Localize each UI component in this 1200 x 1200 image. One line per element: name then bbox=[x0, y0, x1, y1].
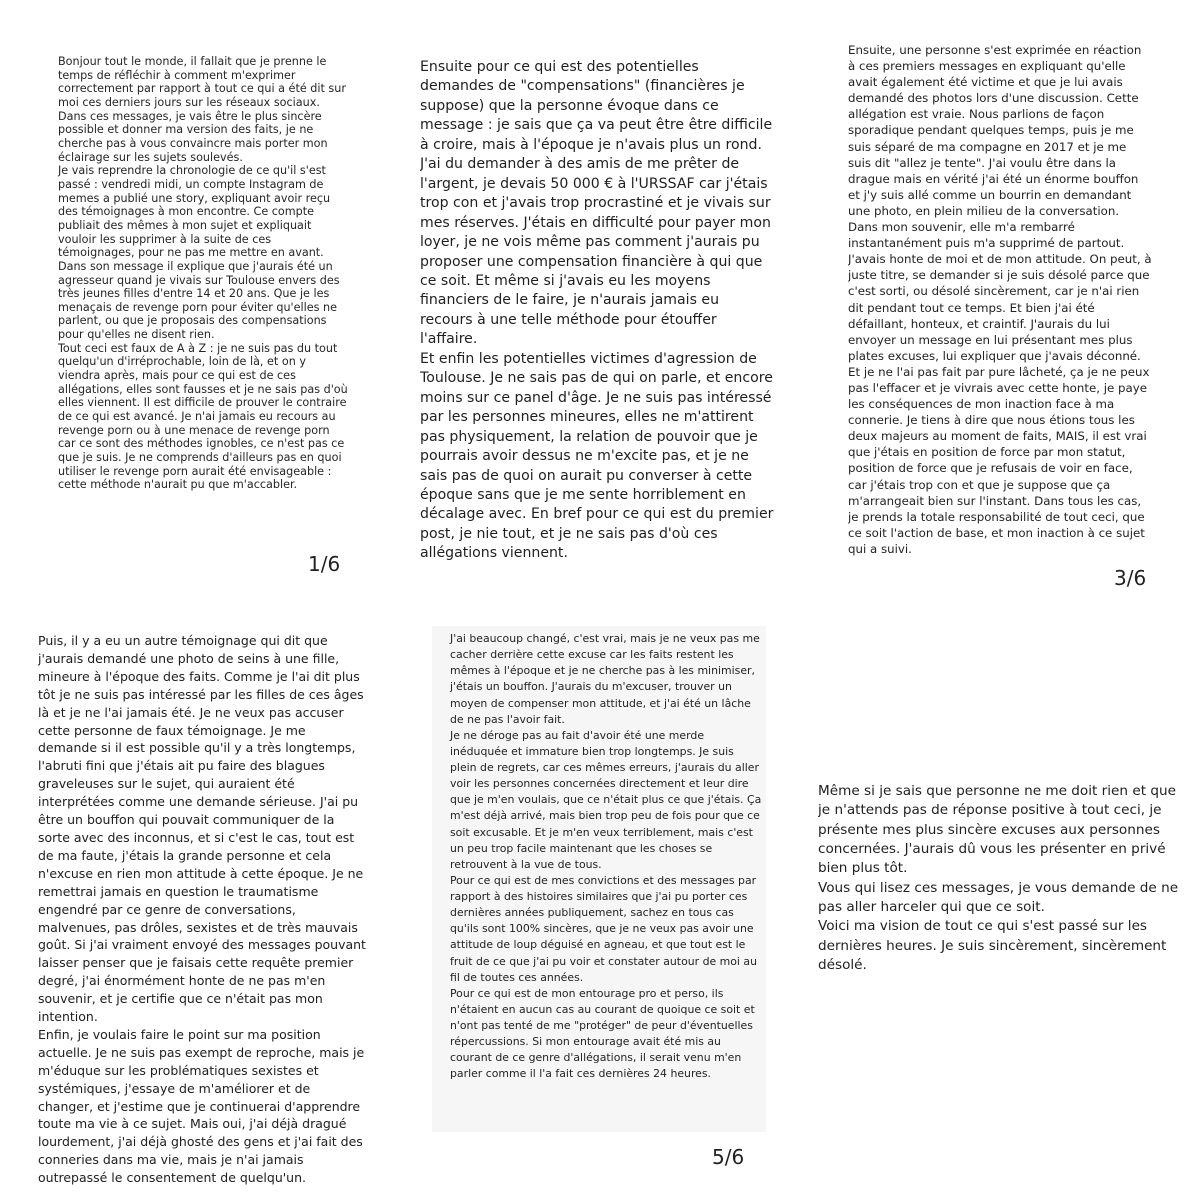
note-panel-6 bbox=[800, 600, 1200, 1200]
note-5-paragraph-2: Je ne déroge pas au fait d'avoir été une merde inéduquée et immature bien trop longtemps. Je suis plein de regrets, car ces mêmes erreurs, j'aurais du aller voir les personnes concernées directement et leur dire que je m'en voulais, que ce n'était plus ce que j'étais. Ça m'est déjà arrivé, mais bien trop peu de fois pour que ce soit excusable. Et je m'en veux terriblement, mais c'est un peu trop facile maintenant que les choses se retrouvent à la vue de tous. bbox=[450, 728, 762, 871]
note-panel-2 bbox=[400, 0, 800, 600]
note-2-paragraph-1: Ensuite pour ce qui est des potentielles demandes de "compensations" (financières je suppose) que la personne évoque dans ce message : je sais que ça va peut être être difficile à croire, mais à l'époque je n'avais plus un rond. J'ai du demander à des amis de me prêter de l'argent, je devais 50 000 € à l'URSSAF car j'étais trop con et j'avais trop procrastiné et je vivais sur mes réserves. J'étais en difficulté pour payer mon loyer, je ne vois même pas comment j'aurais pu proposer une compensation financière à qui que ce soit. Et même si j'avais eu les moyens financiers de le faire, je n'aurais jamais eu recours à une telle méthode pour étouffer l'affaire. bbox=[420, 59, 773, 348]
note-panel-1 bbox=[0, 0, 400, 600]
note-5-paragraph-3: Pour ce qui est de mes convictions et des messages par rapport à des histoires similaires que j'ai pu porter ces dernières années publiquement, sachez en tous cas qu'ils sont 100% sincères, que je ne veux pas avoir une attitude de loup déguisé en agneau, et que tout est le fruit de ce que j'ai pu voir et constater autour de moi au fil de toutes ces années. bbox=[450, 873, 757, 984]
note-1-paragraph-2: Je vais reprendre la chronologie de ce qu'il s'est passé : vendredi midi, un compte Instagram de memes a publié une story, expliquant avoir reçu des témoignages à mon encontre. Ce compte publiait des mêmes à mon sujet et expliquait vouloir les supprimer à la suite de ces témoignages, pour ne pas me mettre en avant. bbox=[58, 164, 331, 260]
page-number-3: 3/6 bbox=[1114, 566, 1147, 590]
note-4-paragraph-1: Puis, il y a eu un autre témoignage qui dit que j'aurais demandé une photo de seins à une fille, mineure à l'époque des faits. Comme je l'ai dit plus tôt je ne suis pas intéressé par les filles de ces âges là et je ne l'ai jamais été. Je ne veux pas accuser cette personne de faux témoignage. Je me demande si il est possible qu'il y a très longtemps, l'abruti fini que j'étais ait pu faire des blagues graveleuses sur le sujet, qui auraient été interprétées comme une demande sérieuse. J'ai pu être un bouffon qui pouvait communiquer de la sorte avec des inconnus, et si c'est le cas, tout est de ma faute, j'étais la grande personne et cela n'excuse en rien mon attitude à cette époque. Je ne remettrai jamais en question le traumatisme engendré par ce genre de conversations, malvenues, pas drôles, sexistes et de très mauvais goût. Si j'ai vraiment envoyé des messages pouvant laisser penser que je faisais cette requête premier degré, j'ai énormément honte de ne pas m'en souvenir, et je certifie que ce n'était pas mon intention. bbox=[38, 633, 366, 1025]
note-text-2 bbox=[420, 58, 776, 564]
note-1-paragraph-3: Dans son message il explique que j'aurais été un agresseur quand je vivais sur Toulouse envers des très jeunes filles d'entre 14 et 20 ans. Que je les menaçais de revenge porn pour éviter qu'elles ne parlent, ou que je proposais des compensations pour qu'elles ne disent rien. bbox=[58, 259, 340, 342]
page-number-5: 5/6 bbox=[712, 1145, 745, 1169]
note-text-6 bbox=[818, 782, 1180, 975]
note-5-paragraph-4: Pour ce qui est de mon entourage pro et perso, ils n'étaient en aucun cas au courant de quoique ce soit et n'ont pas tenté de me "protéger" de peur d'éventuelles répercussions. Si mon entourage avait été mis au courant de ce genre d'allégations, il serait venu m'en parler comme il l'a fait ces dernières 24 heures. bbox=[450, 986, 755, 1081]
note-text-3 bbox=[848, 42, 1152, 557]
page-number-1: 1/6 bbox=[308, 552, 341, 576]
note-6-paragraph-2: Vous qui lisez ces messages, je vous demande de ne pas aller harceler qui que ce soit. bbox=[818, 879, 1179, 916]
note-text-1 bbox=[58, 55, 348, 492]
note-3-paragraph-1: Ensuite, une personne s'est exprimée en réaction à ces premiers messages en expliquant qu'elle avait également été victime et que je lui avais demandé des photos lors d'une discussion. Cette allégation est vraie. Nous parlions de façon sporadique pendant quelques temps, puis je me suis séparé de ma compagne en 2017 et je me suis dit "allez je tente". J'ai voulu être dans la drague mais en vérité j'ai été un énorme bouffon et j'y suis allé comme un bourrin en demandant une photo, en plein milieu de la conversation. bbox=[848, 43, 1142, 218]
note-5-paragraph-1: J'ai beaucoup changé, c'est vrai, mais je ne veux pas me cacher derrière cette excuse car les faits restent les mêmes à l'époque et je ne cherche pas à les minimiser, j'étais un bouffon. J'aurais du m'excuser, trouver un moyen de compenser mon attitude, et j'ai été un lâche de ne pas l'avoir fait. bbox=[450, 632, 760, 726]
note-text-5 bbox=[432, 626, 766, 1132]
note-4-paragraph-2: Enfin, je voulais faire le point sur ma position actuelle. Je ne suis pas exempt de reproche, mais je m'éduque sur les problématiques sexistes et systémiques, j'essaye de m'améliorer et de changer, et j'estime que je continuerai d'apprendre toute ma vie à ce sujet. Mais oui, j'ai déjà dragué lourdement, j'ai déjà ghosté des gens et j'ai fait des conneries dans ma vie, mais je n'ai jamais outrepassé le consentement de quelqu'un. bbox=[38, 1026, 365, 1186]
note-panel-5 bbox=[400, 600, 800, 1200]
note-6-paragraph-1: Même si je sais que personne ne me doit rien et que je n'attends pas de réponse positive à tout ceci, je présente mes plus sincère excuses aux personnes concernées. J'aurais dû vous les présenter en privé bien plus tôt. bbox=[818, 783, 1176, 877]
note-6-paragraph-3: Voici ma vision de tout ce qui s'est passé sur les dernières heures. Je suis sincèrement, sincèrement désolé. bbox=[818, 918, 1167, 974]
note-1-paragraph-1: Bonjour tout le monde, il fallait que je prenne le temps de réfléchir à comment m'exprimer correctement par rapport à tout ce qui a été dit sur moi ces derniers jours sur les réseaux sociaux. Dans ces messages, je vais être le plus sincère possible et donner ma version des faits, je ne cherche pas à vous convaincre mais porter mon éclairage sur les sujets soulevés. bbox=[58, 55, 346, 164]
note-panel-4 bbox=[0, 600, 400, 1200]
note-1-paragraph-4: Tout ceci est faux de A à Z : je ne suis pas du tout quelqu'un d'irréprochable, loin de là, et on y viendra après, mais pour ce qui est de ces allégations, elles sont fausses et je ne sais pas d'où elles viennent. Il est difficile de prouver le contraire de ce qui est avancé. Je n'ai jamais eu recours au revenge porn ou à une menace de revenge porn car ce sont des méthodes ignobles, ce n'est pas ce que je suis. Je ne comprends d'ailleurs pas en quoi utiliser le revenge porn aurait été envisageable : cette méthode n'aurait pu que m'accabler. bbox=[58, 341, 348, 492]
note-3-paragraph-2: Dans mon souvenir, elle m'a rembarré instantanément puis m'a supprimé de partout. J'avais honte de moi et de mon attitude. On peut, à juste titre, se demander si je suis désolé parce que c'est sorti, ou désolé sincèrement, car je n'ai rien dit pendant tout ce temps. Et bien j'ai été défaillant, honteux, et craintif. J'aurais du lui envoyer un message en lui présentant mes plus plates excuses, lui expliquer que j'avais déconné. Et je ne l'ai pas fait par pure lâcheté, ça je ne peux pas l'effacer et je vivrais avec cette honte, je paye les conséquences de mon inaction face à ma connerie. Je tiens à dire que nous étions tous les deux majeurs au moment de faits, MAIS, il est vrai que j'étais en position de force par mon statut, position de force que je refusais de voir en face, car j'étais trop con et que je suppose que ça m'arrangeait bien sur l'instant. Dans tous les cas, je prends la totale responsabilité de tout ceci, que ce soit l'action de base, et mon inaction à ce sujet qui a suivi. bbox=[848, 220, 1152, 556]
note-panel-3 bbox=[800, 0, 1200, 600]
note-text-4 bbox=[38, 632, 368, 1187]
note-2-paragraph-2: Et enfin les potentielles victimes d'agression de Toulouse. Je ne sais pas de qui on parle, et encore moins sur ce panel d'âge. Je ne suis pas intéressé par les personnes mineures, elles ne m'attirent pas physiquement, la relation de pouvoir que je pourrais avoir dessus ne m'excite pas, et je ne sais pas de quoi on aurait pu converser à cette époque sans que je me sente horriblement en décalage avec. En bref pour ce qui est du premier post, je nie tout, et je ne sais pas d'où ces allégations viennent. bbox=[420, 350, 774, 562]
